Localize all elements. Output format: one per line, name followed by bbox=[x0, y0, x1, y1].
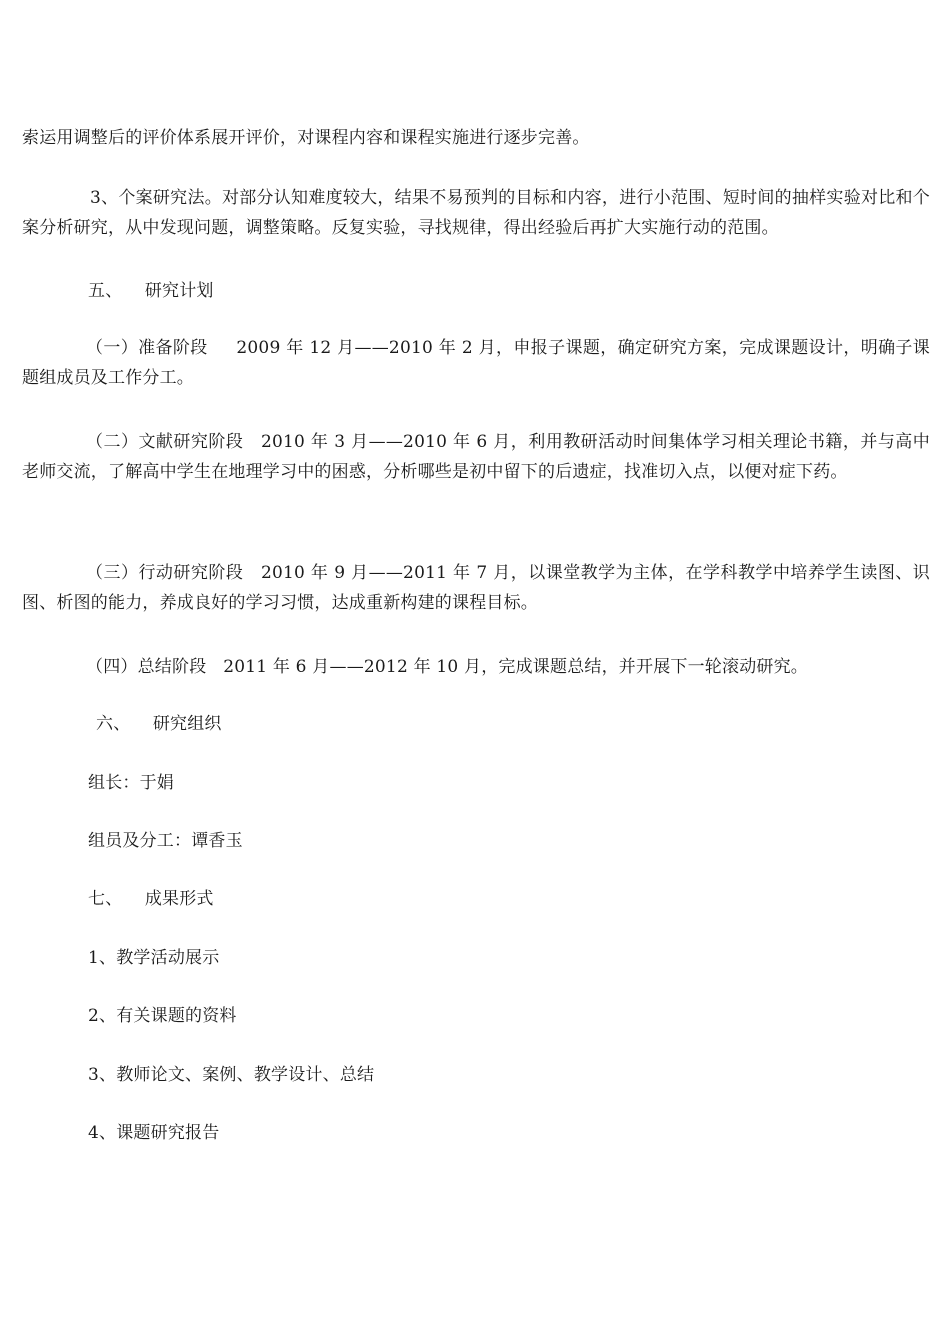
plan-stage-literature: （二）文献研究阶段 2010 年 3 月——2010 年 6 月，利用教研活动时间集体学习相关理论书籍，并与高中老师交流，了解高中学生在地理学习中的困惑，分析哪些是初中留下的后遗症，找准切入点，以便对症下药。 bbox=[22, 432, 930, 482]
result-item-2: 2、有关课题的资料 bbox=[88, 1006, 237, 1026]
result-item-4: 4、课题研究报告 bbox=[88, 1123, 220, 1143]
plan-stage-action: （三）行动研究阶段 2010 年 9 月——2011 年 7 月，以课堂教学为主体，在学科教学中培养学生读图、识图、析图的能力，养成良好的学习习惯，达成重新构建的课程目标。 bbox=[22, 563, 930, 613]
group-members: 组员及分工：谭香玉 bbox=[88, 831, 243, 851]
paragraph-case-study-method: 3、个案研究法。对部分认知难度较大，结果不易预判的目标和内容，进行小范围、短时间的抽样实验对比和个案分析研究，从中发现问题，调整策略。反复实验，寻找规律，得出经验后再扩大实施行动的范围。 bbox=[22, 188, 930, 238]
paragraph-evaluation: 索运用调整后的评价体系展开评价，对课程内容和课程实施进行逐步完善。 bbox=[22, 128, 590, 148]
result-item-1: 1、教学活动展示 bbox=[88, 948, 220, 968]
heading-research-organization: 六、 研究组织 bbox=[96, 714, 222, 734]
plan-stage-summary: （四）总结阶段 2011 年 6 月——2012 年 10 月，完成课题总结，并开展下一轮滚动研究。 bbox=[86, 657, 809, 677]
heading-results-form: 七、 成果形式 bbox=[88, 889, 214, 909]
result-item-3: 3、教师论文、案例、教学设计、总结 bbox=[88, 1065, 375, 1085]
plan-stage-preparation: （一）准备阶段 2009 年 12 月——2010 年 2 月，申报子课题，确定研究方案，完成课题设计，明确子课题组成员及工作分工。 bbox=[22, 338, 930, 388]
group-leader: 组长：于娟 bbox=[88, 773, 174, 793]
heading-research-plan: 五、 研究计划 bbox=[88, 281, 214, 301]
